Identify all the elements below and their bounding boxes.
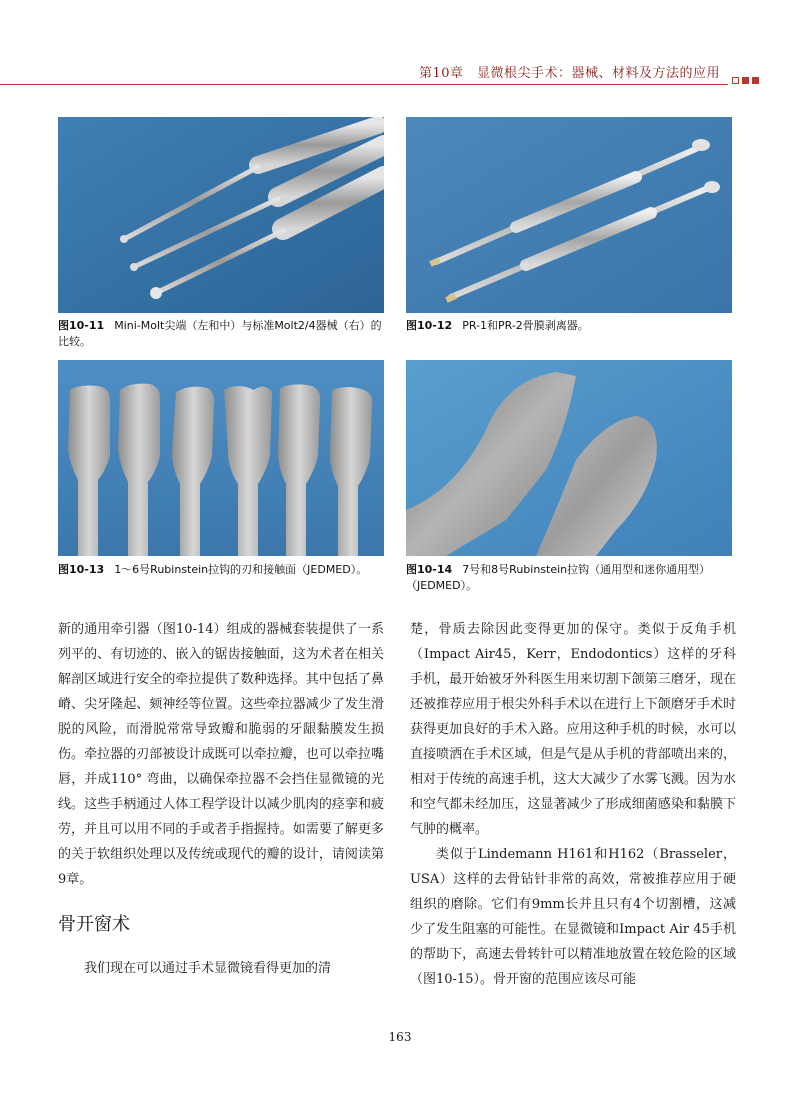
caption-text: 7号和8号Rubinstein拉钩（通用型和迷你通用型）（JEDMED）。 — [406, 563, 711, 592]
body-paragraph: 类似于Lindemann H161和H162（Brasseler，USA）这样的去骨钻针非常的高效，常被推荐应用于硬组织的磨除。它们有9mm长并且只有4个切割槽，这减少了发生阻塞的可能性。在显微镜和Impact Air 45手机的帮助下，高速去骨转针可以精准地放置在较危险的区域（图10-15）。骨开窗的范围应该尽可能 — [410, 847, 736, 987]
figure-10-12-photo — [406, 117, 732, 313]
caption-text: 1～6号Rubinstein拉钩的刃和接触面（JEDMED）。 — [114, 563, 368, 576]
header-rule — [0, 84, 728, 85]
body-paragraph: 楚，骨质去除因此变得更加的保守。类似于反角手机（Impact Air45，Kerr，Endodontics）这样的牙科手机，最开始被牙外科医生用来切割下颌第三磨牙，现在还被推荐应用于根尖外科手术以在进行上下颌磨牙手术时获得更加良好的手术入路。应用这种手机的时候，水可以直接喷洒在手术区域，但是气是从手机的背部喷出来的，相对于传统的高速手机，这大大减少了水雾飞溅。因为水和空气都未经加压，这显著减少了形成细菌感染和黏膜下气肿的概率。 — [410, 622, 736, 837]
figure-10-14-caption — [406, 562, 736, 594]
figure-10-12-caption — [406, 318, 736, 334]
figure-10-11-photo — [58, 117, 384, 313]
figure-number: 图10-14 — [406, 563, 453, 576]
section-heading: 骨开窗术 — [58, 914, 130, 935]
caption-text: PR-1和PR-2骨膜剥离器。 — [462, 319, 589, 332]
figure-number: 图10-13 — [58, 563, 105, 576]
figure-number: 图10-12 — [406, 319, 453, 332]
figure-10-11-caption — [58, 318, 388, 350]
figure-10-13-photo — [58, 360, 384, 556]
figure-10-13-caption — [58, 562, 388, 578]
page-number: 163 — [388, 1030, 412, 1044]
caption-text: Mini-Molt尖端（左和中）与标准Molt2/4器械（右）的比较。 — [58, 319, 382, 348]
header-ornament — [732, 77, 759, 84]
figure-10-14-photo — [406, 360, 732, 556]
body-paragraph: 新的通用牵引器（图10-14）组成的器械套装提供了一系列平的、有切迹的、嵌入的锯齿接触面，这为术者在相关解剖区域进行安全的牵拉提供了数种选择。其中包括了鼻嵴、尖牙隆起、颏神经等位置。这些牵拉器减少了发生滑脱的风险，而滑脱常常导致瓣和脆弱的牙龈黏膜发生损伤。牵拉器的刃部被设计成既可以牵拉瓣，也可以牵拉嘴唇，并成110° 弯曲，以确保牵拉器不会挡住显微镜的光线。这些手柄通过人体工程学设计以减少肌肉的痉挛和疲劳，并且可以用不同的手或者手指握持。如需要了解更多的关于软组织处理以及传统或现代的瓣的设计，请阅读第9章。 — [58, 622, 384, 887]
right-column — [410, 617, 736, 992]
body-paragraph: 我们现在可以通过手术显微镜看得更加的清 — [84, 961, 332, 976]
figure-number: 图10-11 — [58, 319, 105, 332]
chapter-header: 第10章 显微根尖手术：器械、材料及方法的应用 — [418, 66, 720, 81]
left-column — [58, 617, 384, 981]
